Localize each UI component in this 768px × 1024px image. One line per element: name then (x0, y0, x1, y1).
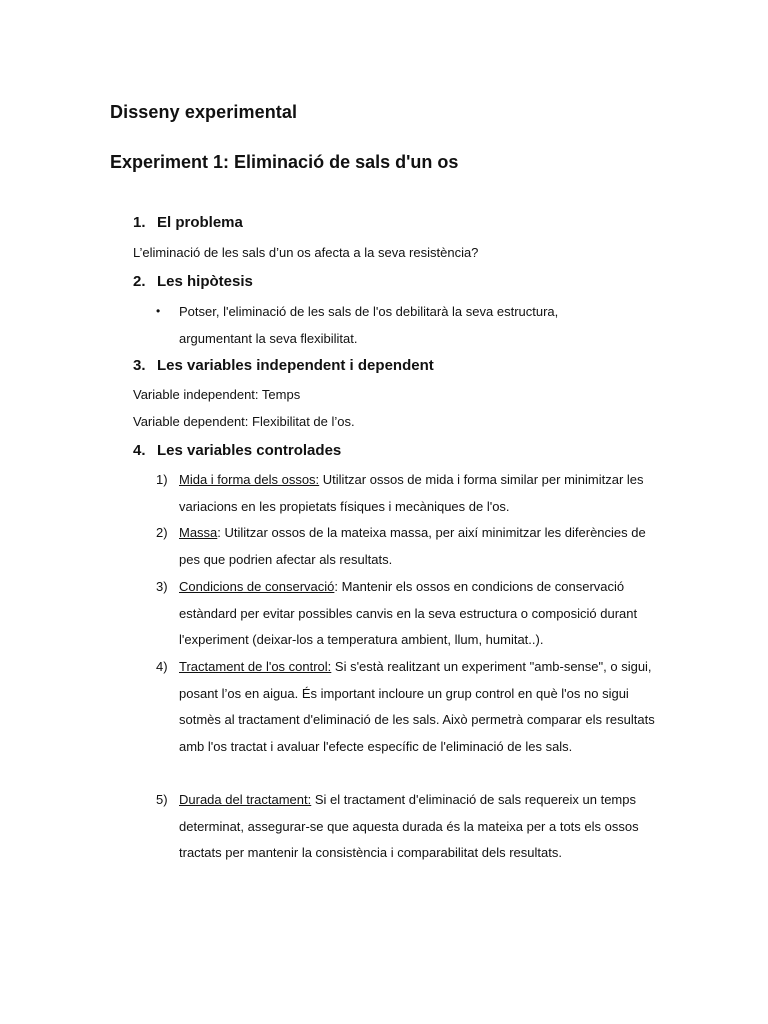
item-number: 4) (156, 659, 168, 674)
controlled-variable-item (156, 787, 668, 867)
item-text: Si el tractament d'eliminació de sals requereix un temps determinat, assegurar-se que aquesta durada és la mateixa per a tots els ossos tractats per mantenir la consistència i comparabilitat dels resultats. (179, 792, 639, 861)
item-label: Condicions de conservació (179, 579, 335, 594)
item-label: Tractament de l'os control: (179, 659, 332, 674)
item-number: 3) (156, 579, 168, 594)
bullet-marker: • (156, 304, 161, 318)
dependent-variable: Variable dependent: Flexibilitat de l’os. (133, 414, 355, 429)
item-text: Utilitzar ossos de mida i forma similar per minimitzar les variacions en les propietats físiques i mecàniques de l'os. (179, 472, 644, 514)
experiment-title: Experiment 1: Eliminació de sals d'un os (110, 152, 459, 172)
item-label: Mida i forma dels ossos: (179, 472, 320, 487)
item-body (179, 654, 668, 761)
item-body (179, 467, 668, 520)
controlled-variable-item (156, 520, 668, 573)
section-title: Les variables controlades (157, 442, 342, 459)
item-label: Massa (179, 525, 218, 540)
hypothesis-text: Potser, l'eliminació de les sals de l'os debilitarà la seva estructura, argumentant la seva flexibilitat. (179, 304, 559, 346)
item-number: 2) (156, 525, 168, 540)
item-text: : Utilitzar ossos de la mateixa massa, per així minimitzar les diferències de pes que podrien afectar als resultats. (179, 525, 646, 567)
item-body (179, 574, 668, 654)
controlled-variable-item (156, 467, 668, 520)
item-body (179, 520, 668, 573)
item-number: 5) (156, 792, 168, 807)
section-title: Les variables independent i dependent (157, 357, 434, 374)
section-2-heading (133, 273, 253, 290)
section-number: 2. (133, 273, 146, 290)
problem-text: L’eliminació de les sals d’un os afecta a la seva resistència? (133, 245, 479, 260)
section-number: 3. (133, 357, 146, 374)
item-number: 1) (156, 472, 168, 487)
controlled-variable-item (156, 574, 668, 654)
section-number: 4. (133, 442, 146, 459)
item-text: : Mantenir els ossos en condicions de conservació estàndard per evitar possibles canvis en la seva estructura o composició durant l'experiment (deixar-los a temperatura ambient, llum, humitat..). (179, 579, 638, 648)
section-title: El problema (157, 214, 243, 231)
item-label: Durada del tractament: (179, 792, 312, 807)
section-4-heading (133, 442, 341, 459)
document-title: Disseny experimental (110, 102, 298, 122)
section-3-heading (133, 357, 434, 374)
section-number: 1. (133, 214, 146, 231)
section-title: Les hipòtesis (157, 273, 253, 290)
controlled-variable-item (156, 654, 668, 761)
independent-variable: Variable independent: Temps (133, 387, 301, 402)
item-text: Si s'està realitzant un experiment "amb-sense", o sigui, posant l’os en aigua. És important incloure un grup control en què l'os no sigui sotmès al tractament d'eliminació de les sals. Això permetrà comparar els resultats amb l'os tractat i avaluar l'efecte específic de l'eliminació de les sals. (179, 659, 655, 755)
item-body (179, 787, 668, 867)
section-1-heading (133, 214, 243, 231)
